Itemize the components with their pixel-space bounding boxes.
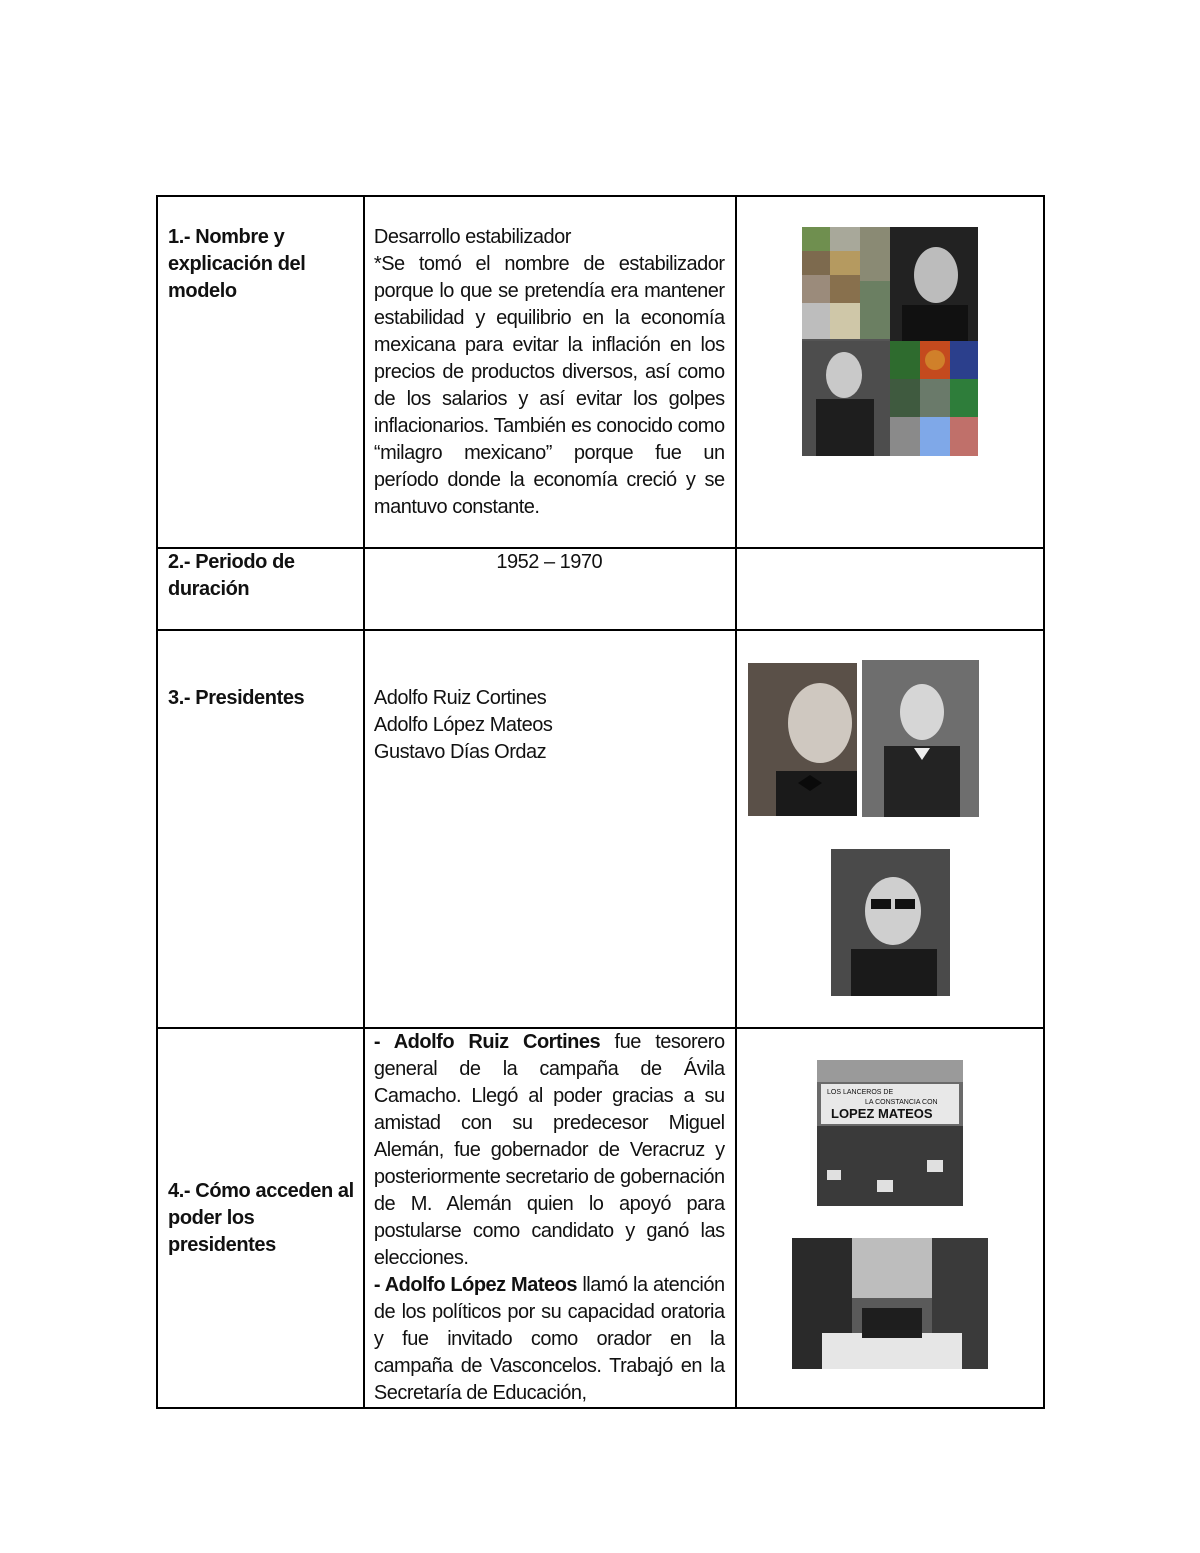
collage-image	[802, 227, 978, 456]
model-title: Desarrollo estabilizador	[373, 226, 571, 248]
row-label-cell	[157, 1028, 364, 1408]
list-item: Gustavo Días Ordaz	[373, 741, 547, 763]
empty-cell	[736, 548, 1044, 630]
paragraph-ruiz-cortines	[374, 1029, 725, 1272]
banner-text: LOS LANCEROS DE	[827, 1089, 894, 1096]
campaign-rally-photo	[817, 1060, 963, 1206]
row-label: 4.- Cómo acceden al poder los presidentes	[168, 1179, 354, 1256]
list-item: Adolfo Ruiz Cortines	[373, 687, 547, 709]
content-cell	[364, 1028, 736, 1408]
portrait-photo	[748, 663, 857, 816]
content-cell	[364, 196, 736, 548]
row-label-cell	[157, 196, 364, 548]
table-row	[157, 548, 1044, 630]
portrait-photo	[831, 849, 950, 996]
name-bold: - Adolfo López Mateos	[373, 1274, 577, 1296]
model-description	[365, 197, 735, 521]
list-item: Adolfo López Mateos	[373, 714, 553, 736]
banner-text: LA CONSTANCIA CON	[865, 1099, 938, 1106]
row-label: 3.- Presidentes	[168, 687, 305, 709]
row-label-cell	[157, 630, 364, 1028]
paragraph-text: llamó la atención de los políticos por su capacidad oratoria y fue invitado como orador en la campaña de Vasconcelos. Trabajó en la Secretaría de Educación,	[373, 1274, 725, 1404]
row-label: 1.- Nombre y explicación del modelo	[168, 226, 306, 302]
content-cell	[364, 548, 736, 630]
paragraph-text: fue tesorero general de la campaña de Ávila Camacho. Llegó al poder gracias a su amistad con su predecesor Miguel Alemán, fue gobernador de Veracruz y posteriormente secretario de gobernación de M. Alemán quien lo apoyó para postularse como candidato y ganó las elecciones.	[373, 1031, 725, 1269]
row-label-cell	[157, 548, 364, 630]
banner-text: LOPEZ MATEOS	[831, 1106, 933, 1121]
presidents-list	[365, 631, 735, 766]
campaign-parade-photo	[792, 1238, 988, 1369]
period-value: 1952 – 1970	[496, 551, 603, 573]
row-label: 2.- Periodo de duración	[168, 551, 295, 600]
portrait-photo	[862, 660, 979, 817]
paragraph-lopez-mateos	[374, 1272, 725, 1407]
model-explanation: *Se tomó el nombre de estabilizador porque lo que se pretendía era mantener estabilidad y equilibrio en la economía mexicana para evitar la inflación en los precios de productos diversos, así como de los salarios y así evitar los golpes inflacionarios. También es conocido como “milagro mexicano” porque fue un período donde la economía creció y se mantuvo constante.	[373, 253, 725, 518]
access-description	[365, 1029, 735, 1407]
name-bold: - Adolfo Ruiz Cortines	[373, 1031, 601, 1053]
content-cell	[364, 630, 736, 1028]
